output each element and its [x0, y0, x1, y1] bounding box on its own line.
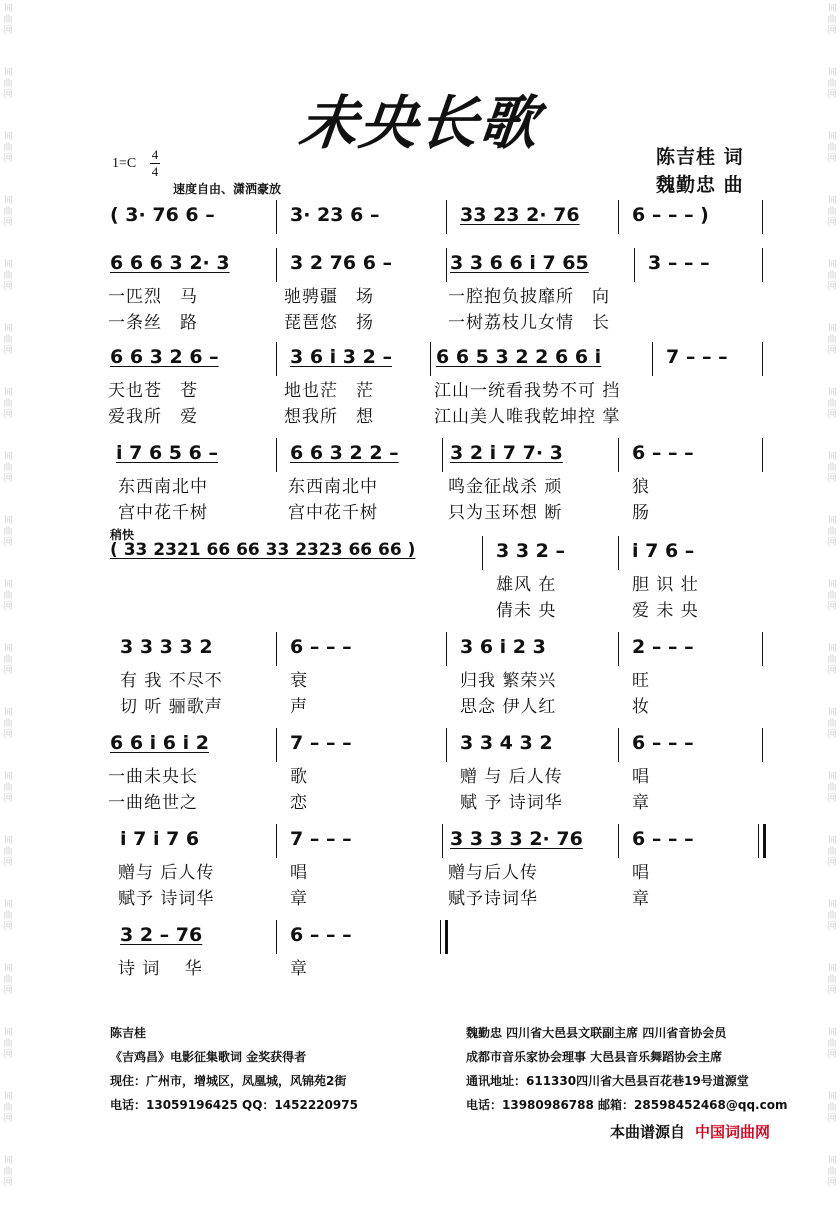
lyrics-verse-2 [108, 692, 768, 716]
measure: 3 – – – [648, 252, 710, 274]
bar-line [618, 200, 619, 234]
lyric: 一树荔枝儿女情 长 [448, 313, 610, 333]
bar-line [440, 920, 441, 954]
lyric: 赋予 诗词华 [118, 889, 215, 909]
lyric: 诗 词 华 [118, 959, 203, 979]
time-signature-bottom: 4 [151, 164, 159, 179]
measure: 3 2 – 76 [120, 924, 203, 946]
lyricist-credit: 陈吉桂 词 [656, 146, 744, 168]
song-title: 未央长歌 [295, 89, 544, 157]
lyric: 地也茫 茫 [284, 381, 374, 401]
bar-line [652, 342, 653, 376]
bar-line [762, 342, 763, 376]
lyric: 旺 [632, 671, 650, 691]
final-bar-line [445, 920, 448, 954]
measure: 3 2 76 6 – [290, 252, 393, 274]
lyric: 思念 伊人红 [460, 697, 557, 717]
score-row-4 [108, 442, 768, 524]
lyric: 驰骋疆 场 [284, 287, 374, 307]
lyric: 章 [290, 889, 308, 909]
measure: 7 – – – [290, 732, 352, 754]
notation-line [108, 346, 768, 376]
measure: 2 – – – [632, 636, 694, 658]
bar-line [276, 342, 277, 376]
lyrics-verse-1 [108, 282, 768, 306]
measure: 6 – – – [290, 636, 352, 658]
bar-line [276, 200, 277, 234]
measure: 3 3 6 6 i 7 65 [450, 252, 589, 274]
measure: 6 6 3 2 6 – [110, 346, 219, 368]
composer-credit: 魏勤忠 曲 [656, 174, 744, 196]
measure: 6 6 6 3 2· 3 [110, 252, 230, 274]
lyric: 琵琶悠 扬 [284, 313, 374, 333]
lyrics-verse-1 [108, 376, 768, 400]
lyricist-contact: 电话：13059196425 QQ：1452220975 [110, 1098, 358, 1112]
watermark-right: 词曲网 词曲网 词曲网 词曲网 词曲网 词曲网 词曲网 词曲网 词曲网 词曲网 词曲网 词曲网 词曲网 词曲网 词曲网 词曲网 词曲网 词曲网 词曲网 [827, 4, 837, 1188]
composer-roles: 成都市音乐家协会理事 大邑县音乐舞蹈协会主席 [466, 1050, 723, 1064]
measure: 3 3 4 3 2 [460, 732, 553, 754]
lyric: 雄风 在 [496, 575, 557, 595]
measure: ( 33 2321 66 66 33 2323 66 66 ) [110, 540, 416, 560]
lyric: 一曲绝世之 [108, 793, 198, 813]
repeat-bar-line [763, 824, 766, 858]
lyric: 爱我所 爱 [108, 407, 198, 427]
score-row-5 [108, 540, 768, 622]
bar-line [758, 824, 759, 858]
bar-line [762, 632, 763, 666]
measure: i 7 6 5 6 – [116, 442, 218, 464]
composer-title: 魏勤忠 四川省大邑县文联副主席 四川省音协会员 [466, 1026, 727, 1040]
measure: 33 23 2· 76 [460, 204, 580, 226]
watermark-left: 词曲网 词曲网 词曲网 词曲网 词曲网 词曲网 词曲网 词曲网 词曲网 词曲网 词曲网 词曲网 词曲网 词曲网 词曲网 词曲网 词曲网 词曲网 词曲网 [3, 4, 13, 1188]
lyric: 歌 [290, 767, 308, 787]
lyric: 东西南北中 [288, 477, 378, 497]
lyric: 赋予诗词华 [448, 889, 538, 909]
lyricist-award: 《吉鸡昌》电影征集歌词 金奖获得者 [110, 1050, 307, 1064]
lyric: 肠 [632, 503, 650, 523]
bar-line [762, 200, 763, 234]
lyric: 章 [290, 959, 308, 979]
lyric: 天也苍 苍 [108, 381, 198, 401]
measure: 3 2 i 7 7· 3 [450, 442, 563, 464]
notation-line [108, 636, 768, 666]
notation-line [108, 442, 768, 472]
lyrics-verse-1 [108, 762, 768, 786]
bar-line [482, 536, 483, 570]
lyric: 妆 [632, 697, 650, 717]
tempo-marking: 速度自由、潇洒豪放 [173, 182, 282, 196]
lyric: 章 [632, 889, 650, 909]
bar-line [618, 824, 619, 858]
measure: 6 – – – [632, 442, 694, 464]
score-row-1 [108, 204, 768, 238]
lyric: 一腔抱负披靡所 向 [448, 287, 610, 307]
lyric: 唱 [290, 863, 308, 883]
bar-line [762, 728, 763, 762]
lyric: 唱 [632, 863, 650, 883]
lyrics-verse-1 [108, 858, 768, 882]
measure: i 7 i 7 6 [120, 828, 200, 850]
time-signature [150, 147, 160, 180]
measure: 3 6 i 3 2 – [290, 346, 392, 368]
measure: 6 – – – ) [632, 204, 709, 226]
measure: 6 6 5 3 2 2 6 6 i [436, 346, 602, 368]
bar-line [442, 824, 443, 858]
bar-line [634, 248, 635, 282]
bar-line [276, 920, 277, 954]
measure: 3· 23 6 – [290, 204, 380, 226]
lyric: 鸣金征战杀 顽 [448, 477, 563, 497]
lyric: 赠 与 后人传 [460, 767, 563, 787]
lyrics-verse-1 [108, 570, 768, 594]
bar-line [762, 248, 763, 282]
bar-line [276, 824, 277, 858]
lyric: 宫中花千树 [288, 503, 378, 523]
lyric: 倩未 央 [496, 601, 557, 621]
composer-address: 通讯地址：611330四川省大邑县百花巷19号道源堂 [466, 1074, 749, 1088]
notation-line [108, 732, 768, 762]
source-credit [610, 1121, 770, 1142]
bar-line [762, 438, 763, 472]
lyrics-verse-2 [108, 596, 768, 620]
bar-line [618, 728, 619, 762]
bar-line [446, 248, 447, 282]
score-row-3 [108, 346, 768, 428]
source-label: 本曲谱源自 [610, 1123, 686, 1141]
lyric: 赠与后人传 [448, 863, 538, 883]
measure: ( 3· 76 6 – [110, 204, 215, 226]
notation-line [108, 924, 768, 954]
lyric: 一条丝 路 [108, 313, 198, 333]
bar-line [446, 200, 447, 234]
measure: 3 3 3 3 2· 76 [450, 828, 583, 850]
lyrics-verse-2 [108, 402, 768, 426]
bar-line [618, 438, 619, 472]
lyric: 赠与 后人传 [118, 863, 215, 883]
measure: 7 – – – [666, 346, 728, 368]
lyrics-verse-1 [108, 472, 768, 496]
bar-line [276, 248, 277, 282]
time-signature-top: 4 [151, 147, 159, 162]
score-row-8 [108, 828, 768, 910]
lyrics-verse-2 [108, 788, 768, 812]
lyrics-verse-2 [108, 308, 768, 332]
lyric: 切 听 骊歌声 [120, 697, 223, 717]
lyric: 爱 未 央 [632, 601, 699, 621]
lyric: 有 我 不尽不 [120, 671, 223, 691]
lyric: 东西南北中 [118, 477, 208, 497]
measure: 6 6 3 2 2 – [290, 442, 399, 464]
lyric: 一曲未央长 [108, 767, 198, 787]
lyric: 声 [290, 697, 308, 717]
key-signature: 1=C [112, 156, 137, 171]
bar-line [618, 536, 619, 570]
lyrics-verse-1 [108, 954, 768, 978]
lyric: 江山一统看我势不可 挡 [434, 381, 621, 401]
composer-contact: 电话：13980986788 邮箱：28598452468@qq.com [466, 1098, 788, 1112]
measure: 6 – – – [290, 924, 352, 946]
measure: 3 6 i 2 3 [460, 636, 546, 658]
lyric: 胆 识 壮 [632, 575, 699, 595]
measure: 7 – – – [290, 828, 352, 850]
bar-line [276, 728, 277, 762]
lyric: 宫中花千树 [118, 503, 208, 523]
lyric: 衰 [290, 671, 308, 691]
lyric: 只为玉环想 断 [448, 503, 563, 523]
measure: 6 – – – [632, 732, 694, 754]
lyricist-name: 陈吉桂 [110, 1026, 147, 1040]
measure: 6 6 i 6 i 2 [110, 732, 209, 754]
lyric: 狼 [632, 477, 650, 497]
measure: 6 – – – [632, 828, 694, 850]
score-row-9 [108, 924, 768, 980]
bar-line [446, 728, 447, 762]
bar-line [276, 438, 277, 472]
lyric: 想我所 想 [284, 407, 374, 427]
notation-line [108, 204, 768, 234]
lyric: 章 [632, 793, 650, 813]
lyric: 恋 [290, 793, 308, 813]
lyric: 赋 予 诗词华 [460, 793, 563, 813]
tempo-change: 稍快 [110, 528, 135, 542]
measure: 3 3 3 3 2 [120, 636, 213, 658]
notation-line [108, 252, 768, 282]
score-row-6 [108, 636, 768, 718]
notation-line [108, 828, 768, 858]
lyric: 唱 [632, 767, 650, 787]
lyric: 归我 繁荣兴 [460, 671, 557, 691]
score-row-7 [108, 732, 768, 814]
bar-line [430, 342, 431, 376]
lyrics-verse-2 [108, 498, 768, 522]
source-brand-link[interactable]: 中国词曲网 [695, 1123, 771, 1141]
lyrics-verse-2 [108, 884, 768, 908]
measure: 3 3 2 – [496, 540, 566, 562]
score-row-2 [108, 252, 768, 334]
lyricist-address: 现住：广州市，增城区，凤凰城，风锦苑2街 [110, 1074, 347, 1088]
lyrics-verse-1 [108, 666, 768, 690]
measure: i 7 6 – [632, 540, 695, 562]
notation-line [108, 540, 768, 570]
bar-line [446, 632, 447, 666]
bar-line [442, 438, 443, 472]
bar-line [618, 632, 619, 666]
bar-line [276, 632, 277, 666]
lyric: 一匹烈 马 [108, 287, 198, 307]
lyric: 江山美人唯我乾坤控 掌 [434, 407, 621, 427]
